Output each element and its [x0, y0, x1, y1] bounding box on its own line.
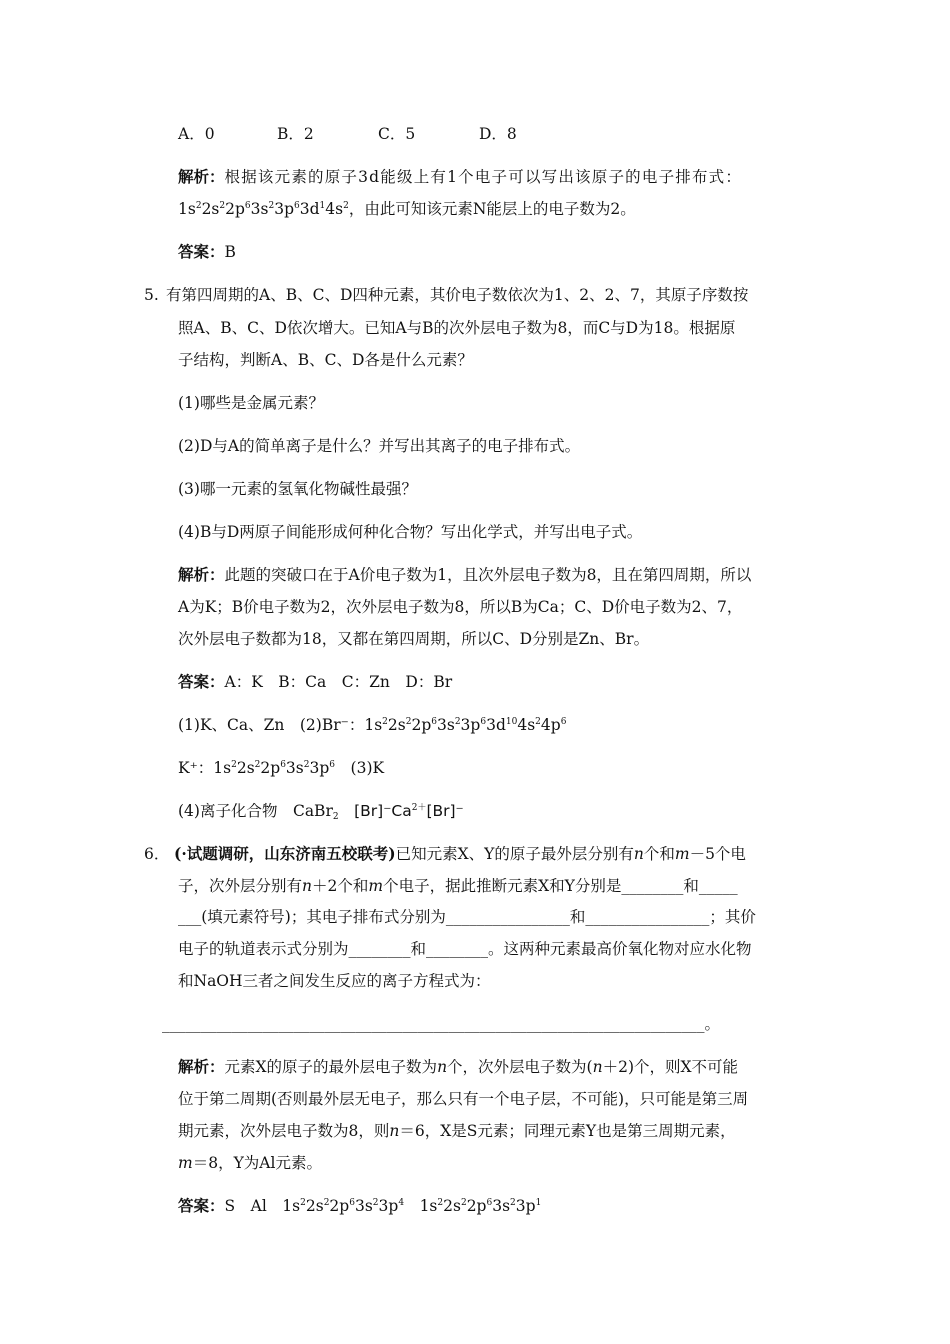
s-config: $1s^22s^22p^63s^23p^4$	[282, 1197, 405, 1215]
electron-formula-1: [Br]⁻Ca	[354, 802, 412, 820]
q4-answer-value: B	[224, 243, 236, 261]
q6-analysis-line-4	[178, 1153, 322, 1173]
q6-source: (·试题调研，山东济南五校联考)	[174, 844, 396, 863]
q5-ans-3: (3)K	[350, 759, 385, 777]
q5-ans-1: (1)K、Ca、Zn (2)Br⁻：	[178, 716, 365, 734]
q6-analysis-text: ＝6，X是S元素；同理元素Y也是第三周期元素，	[399, 1122, 736, 1140]
q4-analysis-text: 根据该元素的原子3d能级上有1个电子可以写出该原子的电子排布式：	[224, 168, 743, 186]
q6-blank-line: ______________________________________________________________________。	[162, 1015, 721, 1033]
var-n: n	[437, 1058, 448, 1076]
q4-analysis-line-1	[178, 167, 804, 187]
q6-analysis-text: 个，次外层电子数为(	[447, 1058, 593, 1076]
q5-answer-1-2	[178, 715, 566, 735]
q5-stem-line-1: 有第四周期的A、B、C、D四种元素，其价电子数依次为1、2、2、7，其原子序数按	[166, 286, 749, 304]
q6-number: 6．	[144, 845, 170, 863]
q4-options	[178, 124, 517, 144]
q5-answer-k	[178, 758, 384, 778]
al-config: $1s^22s^22p^63s^23p^1$	[419, 1197, 542, 1215]
answer-label: 答案：	[178, 1196, 225, 1215]
q6-text: 个电子，据此推断元素X和Y分别是________和_____	[383, 877, 738, 895]
var-m: m	[674, 845, 690, 863]
q6-text: 个和	[643, 845, 675, 863]
q5-ans-4: (4)离子化合物 CaBr	[178, 802, 333, 820]
br-ion-config: $1s^22s^22p^63s^23p^63d^{10}4s^24p^6$	[364, 716, 567, 734]
q6-stem-line-1	[174, 844, 746, 864]
q4-answer	[178, 242, 236, 262]
q6-text: －5个电	[689, 845, 746, 863]
answer-label: 答案：	[178, 242, 225, 261]
q5-stem-line-2: 照A、B、C、D依次增大。已知A与B的次外层电子数为8，而C与D为18。根据原	[178, 319, 736, 337]
q5-answer-value: A：K B：Ca C：Zn D：Br	[224, 673, 453, 691]
q6-analysis-text: 元素X的原子的最外层电子数为	[224, 1058, 438, 1076]
q4-analysis-line-2	[178, 199, 636, 219]
k-ion-label: K⁺：	[178, 759, 214, 777]
q6-stem-line-2	[178, 876, 738, 896]
var-n: n	[633, 845, 644, 863]
q5-sub-question-1: (1)哪些是金属元素？	[178, 394, 324, 412]
q5-stem-line-3: 子结构，判断A、B、C、D各是什么元素？	[178, 351, 473, 369]
electron-config: $1s^22s^22p^63s^23p^63d^14s^2$	[178, 200, 349, 218]
answer-label: 答案：	[178, 672, 225, 691]
k-ion-config: $1s^22s^22p^63s^23p^6$	[213, 759, 336, 777]
var-n: n	[302, 877, 312, 895]
q5-analysis-line-1	[178, 565, 751, 585]
q5-analysis-line-3: 次外层电子数都为18，又都在第四周期，所以C、D分别是Zn、Br。	[178, 630, 650, 648]
q4-option-d: D．8	[479, 125, 517, 143]
var-n: n	[389, 1122, 400, 1140]
q5-sub-question-4: (4)B与D两原子间能形成何种化合物？写出化学式，并写出电子式。	[178, 523, 643, 541]
q6-answer-elements: S Al	[224, 1197, 283, 1215]
analysis-label: 解析：	[178, 565, 225, 584]
q6-stem-line-3: ___(填元素符号)；其电子排布式分别为________________和________________；其价	[178, 908, 756, 926]
q5-analysis-text-1: 此题的突破口在于A价电子数为1，且次外层电子数为8，且在第四周期，所以	[224, 566, 752, 584]
var-m: m	[368, 877, 384, 895]
q6-analysis-line-1	[178, 1057, 738, 1077]
q6-stem-line-5: 和NaOH三者之间发生反应的离子方程式为：	[178, 972, 491, 990]
q6-analysis-line-2: 位于第二周期(否则最外层无电子，那么只有一个电子层，不可能)，只可能是第三周	[178, 1090, 749, 1108]
q5-sub-question-2: (2)D与A的简单离子是什么？并写出其离子的电子排布式。	[178, 437, 581, 455]
q4-option-b: B．2	[277, 125, 314, 143]
q5-number: 5.	[144, 286, 159, 304]
q5-analysis-line-2: A为K；B价电子数为2，次外层电子数为8，所以B为Ca；C、D价电子数为2、7，	[178, 598, 743, 616]
q6-text: ＋2个和	[312, 877, 369, 895]
q6-text: 已知元素X、Y的原子最外层分别有	[395, 845, 634, 863]
q4-option-a: A．0	[178, 125, 215, 143]
q5-answer	[178, 672, 452, 692]
q6-text: 子，次外层分别有	[178, 877, 303, 895]
q6-analysis-text: ＋2)个，则X不可能	[602, 1058, 739, 1076]
q6-analysis-line-3	[178, 1121, 736, 1141]
q4-analysis-text-2: ，由此可知该元素N能层上的电子数为2。	[348, 200, 636, 218]
q6-stem-line-4: 电子的轨道表示式分别为________和________。这两种元素最高价氧化物对应水化物	[178, 940, 752, 958]
analysis-label: 解析：	[178, 1057, 225, 1076]
q6-answer	[178, 1196, 541, 1216]
spacer	[404, 1197, 420, 1215]
q4-option-c: C．5	[378, 125, 416, 143]
analysis-label: 解析：	[178, 167, 225, 186]
q5-answer-4: (4)离子化合物 CaBr$_2$ $[Br]^-Ca^{2+}[Br]^-$	[178, 802, 464, 822]
electron-formula-2: [Br]⁻	[426, 802, 464, 820]
var-n: n	[592, 1058, 603, 1076]
q6-analysis-text: ＝8，Y为Al元素。	[192, 1154, 322, 1172]
var-m: m	[178, 1154, 193, 1172]
q6-analysis-text: 期元素，次外层电子数为8，则	[178, 1122, 390, 1140]
q5-sub-question-3: (3)哪一元素的氢氧化物碱性最强？	[178, 480, 417, 498]
